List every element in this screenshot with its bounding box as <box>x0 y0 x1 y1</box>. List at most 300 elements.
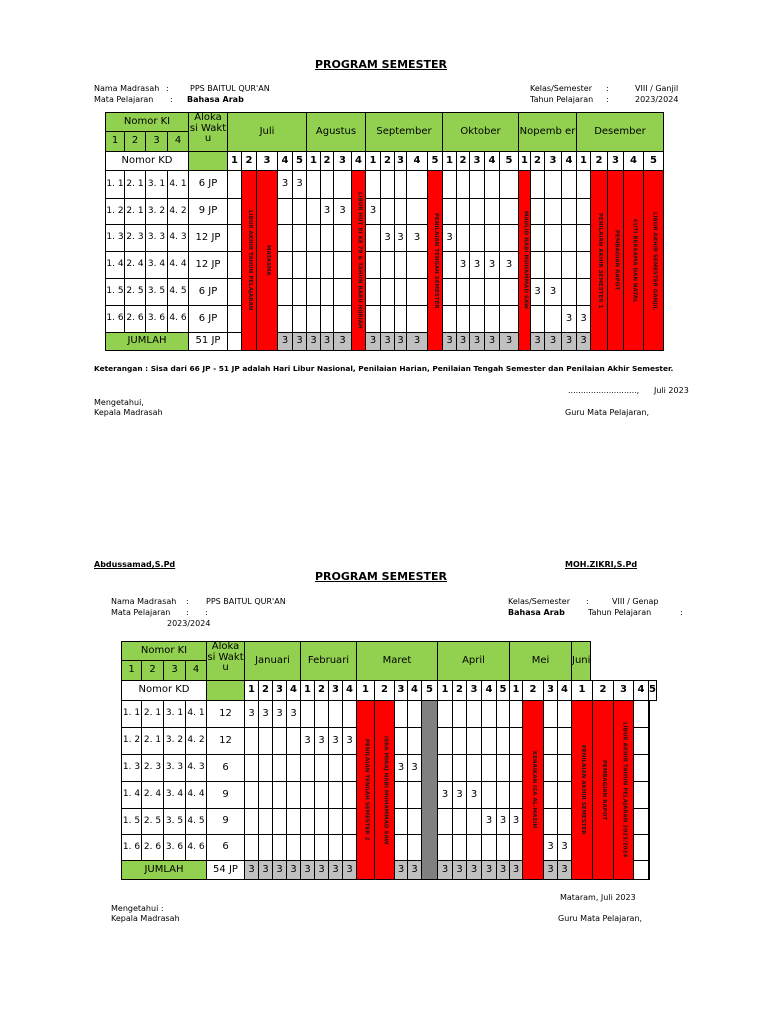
month-2: Maret <box>356 641 438 681</box>
jumlah-mark: 3 <box>509 860 523 880</box>
kd-cell: 1. 4 <box>121 781 142 809</box>
jumlah-mark: 3 <box>543 860 558 880</box>
empty-cell <box>509 834 523 861</box>
holiday-label: PENILAIAN TENGAH SEMESTER 2 <box>363 739 370 841</box>
empty-cell <box>561 278 577 306</box>
week-4-3: 3 <box>543 680 558 701</box>
empty-cell <box>633 727 649 755</box>
kd-cell: 4. 5 <box>167 278 189 306</box>
empty-cell <box>328 834 343 861</box>
jumlah-mark: 3 <box>442 332 457 351</box>
holiday-column <box>590 170 608 351</box>
kd-cell: 2. 4 <box>141 781 164 809</box>
empty-cell <box>484 170 500 199</box>
week-2-2: 2 <box>374 680 395 701</box>
keterangan-note: Keterangan : Sisa dari 66 JP - 51 JP adalah Hari Libur Nasional, Penilaian Harian, Penilaian Tengah Semester dan Penilaian Akhir Semester. <box>94 364 674 373</box>
empty-cell <box>333 251 352 279</box>
empty-cell <box>509 727 523 755</box>
empty-cell <box>380 251 395 279</box>
kelas-label: Kelas/Semester <box>530 84 592 93</box>
jumlah-mark: 3 <box>496 860 510 880</box>
jumlah-mark: 3 <box>300 860 315 880</box>
jp-mark: 3 <box>481 808 497 835</box>
blocked-column <box>421 700 438 880</box>
kd-cell: 3. 4 <box>163 781 186 809</box>
empty-cell <box>576 170 591 199</box>
week-5-3: 3 <box>607 151 624 171</box>
week-4-2: 2 <box>522 680 544 701</box>
empty-cell <box>342 754 357 782</box>
jp-mark: 3 <box>499 251 519 279</box>
empty-cell <box>561 198 577 225</box>
empty-cell <box>406 170 428 199</box>
empty-cell <box>407 781 422 809</box>
mapel-value: Bahasa Arab <box>187 95 244 104</box>
guru-label: Guru Mata Pelajaran, <box>565 408 650 417</box>
empty-cell <box>328 754 343 782</box>
week-0-3: 3 <box>272 680 287 701</box>
jp-mark: 3 <box>469 251 485 279</box>
week-0-2: 2 <box>258 680 273 701</box>
jumlah-mark: 3 <box>277 332 293 351</box>
empty-cell <box>333 305 352 333</box>
ki-number-1: 1 <box>105 131 125 152</box>
jp-mark: 3 <box>342 727 357 755</box>
jp-value: 9 JP <box>188 198 228 225</box>
week-4-4: 4 <box>557 680 572 701</box>
kd-cell: 1. 3 <box>105 224 125 252</box>
ki-number-3: 3 <box>145 131 168 152</box>
empty-cell <box>286 781 301 809</box>
empty-cell <box>469 170 485 199</box>
empty-cell <box>530 170 545 199</box>
empty-cell <box>509 754 523 782</box>
empty-cell <box>258 781 273 809</box>
holiday-column <box>356 700 375 880</box>
jumlah-mark: 3 <box>286 860 301 880</box>
empty-cell <box>380 170 395 199</box>
week-1-1: 1 <box>300 680 315 701</box>
week-3-4: 4 <box>481 680 497 701</box>
empty-cell <box>544 170 562 199</box>
empty-cell <box>648 834 650 861</box>
empty-cell <box>648 700 650 728</box>
empty-cell <box>407 808 422 835</box>
week-5-1: 1 <box>571 680 593 701</box>
jp-mark: 3 <box>244 700 259 728</box>
week-4-3: 3 <box>544 151 562 171</box>
week-1-2: 2 <box>320 151 334 171</box>
empty-cell <box>277 305 293 333</box>
empty-cell <box>394 808 408 835</box>
jp-value: 12 JP <box>188 224 228 252</box>
week-2-1: 1 <box>356 680 375 701</box>
jp-mark: 3 <box>328 727 343 755</box>
empty-cell <box>407 834 422 861</box>
empty-cell <box>530 251 545 279</box>
holiday-column <box>518 170 531 351</box>
holiday-label: KENAIKAN ISA AL-MASIH <box>530 751 537 829</box>
empty-cell <box>466 754 482 782</box>
alokasi-waktu-cont <box>188 151 228 171</box>
jumlah-mark: 3 <box>484 332 500 351</box>
empty-cell <box>561 170 577 199</box>
jp-value: 6 JP <box>188 278 228 306</box>
kd-cell: 2. 1 <box>141 700 164 728</box>
kd-cell: 3. 2 <box>163 727 186 755</box>
alokasi-waktu-header: Aloka si Wakt u <box>206 641 245 681</box>
empty-cell <box>328 781 343 809</box>
kd-cell: 4. 3 <box>167 224 189 252</box>
holiday-column <box>592 700 614 880</box>
jp-mark: 3 <box>496 808 510 835</box>
empty-cell <box>437 700 453 728</box>
kd-cell: 3. 1 <box>163 700 186 728</box>
guru-name: MOH.ZIKRI,S.Pd <box>565 560 638 569</box>
jp-mark: 3 <box>292 170 307 199</box>
kepala-label: Kepala Madrasah <box>94 408 163 417</box>
kelas-label-2: Kelas/Semester <box>508 597 570 606</box>
week-1-3: 3 <box>328 680 343 701</box>
empty-cell <box>481 754 497 782</box>
kd-cell: 1. 1 <box>105 170 125 199</box>
week-5-1: 1 <box>576 151 591 171</box>
month-2: September <box>365 112 443 152</box>
week-5-2: 2 <box>590 151 608 171</box>
empty-cell <box>342 700 357 728</box>
holiday-label: CUTI BERSAMA DAN NATAL <box>631 218 638 303</box>
empty-cell <box>648 754 650 782</box>
empty-cell <box>314 700 329 728</box>
jumlah-mark: 3 <box>469 332 485 351</box>
guru-label-2: Guru Mata Pelajaran, <box>558 914 643 923</box>
empty-cell <box>466 834 482 861</box>
jp-value: 9 <box>206 808 245 835</box>
kd-cell: 3. 6 <box>163 834 186 861</box>
jumlah-mark: 3 <box>320 332 334 351</box>
jp-value: 12 <box>206 700 245 728</box>
kd-cell: 1. 6 <box>105 305 125 333</box>
empty-cell <box>469 224 485 252</box>
empty-cell <box>499 170 519 199</box>
tahun-value-2: 2023/2024 <box>167 619 211 628</box>
empty-cell <box>306 251 321 279</box>
empty-cell <box>543 808 558 835</box>
empty-cell <box>530 224 545 252</box>
week-5-2: 2 <box>592 680 614 701</box>
kd-cell: 2. 5 <box>141 808 164 835</box>
date-placeholder: ..........................., <box>568 386 640 395</box>
kd-cell: 4. 4 <box>185 781 207 809</box>
holiday-label: MAULID NABI MUHAMMAD SAW <box>522 211 529 310</box>
holiday-column <box>522 700 544 880</box>
week-3-3: 3 <box>466 680 482 701</box>
empty-cell <box>543 727 558 755</box>
empty-cell <box>499 278 519 306</box>
empty-cell <box>633 700 649 728</box>
madrasah-value: PPS BAITUL QUR'AN <box>190 84 270 93</box>
empty-cell <box>244 727 259 755</box>
jumlah-value: 51 JP <box>188 332 228 351</box>
empty-cell <box>509 700 523 728</box>
empty-cell <box>469 198 485 225</box>
empty-cell <box>365 224 381 252</box>
jp-value: 6 <box>206 834 245 861</box>
jp-mark: 3 <box>314 727 329 755</box>
jumlah-mark: 3 <box>380 332 395 351</box>
empty-cell <box>481 781 497 809</box>
empty-cell <box>277 251 293 279</box>
empty-cell <box>365 305 381 333</box>
empty-cell <box>466 808 482 835</box>
jumlah-mark: 3 <box>328 860 343 880</box>
month-3: April <box>437 641 510 681</box>
jp-mark: 3 <box>320 198 334 225</box>
empty-cell <box>544 224 562 252</box>
kd-cell: 3. 4 <box>145 251 168 279</box>
empty-cell <box>272 834 287 861</box>
week-5-4: 4 <box>623 151 644 171</box>
madrasah-label-2: Nama Madrasah <box>111 597 177 606</box>
empty-cell <box>452 834 467 861</box>
month-1: Februari <box>300 641 357 681</box>
mengetahui-label: Mengetahui, <box>94 398 144 407</box>
kd-cell: 2. 1 <box>124 198 146 225</box>
jp-mark: 3 <box>442 224 457 252</box>
empty-cell <box>456 224 470 252</box>
kd-cell: 4. 1 <box>167 170 189 199</box>
week-0-4: 4 <box>286 680 301 701</box>
empty-cell <box>543 700 558 728</box>
empty-cell <box>380 305 395 333</box>
ki-number-1: 1 <box>121 660 142 681</box>
tahun-label-2: Tahun Pelajaran <box>588 608 652 617</box>
jumlah-mark: 3 <box>544 332 562 351</box>
jumlah-label: JUMLAH <box>121 860 207 880</box>
empty-cell <box>258 834 273 861</box>
jp-mark: 3 <box>561 305 577 333</box>
jp-mark: 3 <box>557 834 572 861</box>
jumlah-mark: 3 <box>406 332 428 351</box>
empty-cell <box>561 251 577 279</box>
week-4-2: 2 <box>530 151 545 171</box>
week-4-4: 4 <box>561 151 577 171</box>
empty-cell <box>544 305 562 333</box>
jp-mark: 3 <box>544 278 562 306</box>
jp-mark: 3 <box>380 224 395 252</box>
empty-cell <box>484 278 500 306</box>
empty-cell <box>456 305 470 333</box>
empty-cell <box>496 834 510 861</box>
jumlah-mark: 3 <box>365 332 381 351</box>
jumlah-mark: 3 <box>394 860 408 880</box>
week-3-2: 2 <box>452 680 467 701</box>
nomor-ki-header: Nomor KI <box>121 641 207 661</box>
empty-cell <box>484 305 500 333</box>
kd-cell: 3. 1 <box>145 170 168 199</box>
empty-cell <box>406 305 428 333</box>
empty-cell <box>496 781 510 809</box>
page-title: PROGRAM SEMESTER <box>315 58 447 71</box>
month-5: Juni <box>571 641 591 681</box>
jumlah-mark: 3 <box>481 860 497 880</box>
empty-cell <box>530 198 545 225</box>
empty-cell <box>576 278 591 306</box>
place-date: Mataram, Juli 2023 <box>560 893 636 902</box>
jumlah-mark: 3 <box>530 332 545 351</box>
empty-cell <box>314 808 329 835</box>
nomor-ki-header: Nomor KI <box>105 112 189 132</box>
empty-cell <box>544 251 562 279</box>
empty-cell <box>365 170 381 199</box>
week-3-5: 5 <box>499 151 519 171</box>
jp-mark: 3 <box>452 781 467 809</box>
empty-cell <box>437 754 453 782</box>
empty-cell <box>499 224 519 252</box>
week-3-3: 3 <box>469 151 485 171</box>
kd-cell: 2. 6 <box>124 305 146 333</box>
empty-cell <box>557 781 572 809</box>
kd-cell: 1. 1 <box>121 700 142 728</box>
empty-cell <box>442 170 457 199</box>
empty-cell <box>286 808 301 835</box>
empty-cell <box>314 754 329 782</box>
week-2-3: 3 <box>394 680 408 701</box>
empty-cell <box>314 834 329 861</box>
empty-cell <box>544 198 562 225</box>
week-2-5: 5 <box>421 680 438 701</box>
ki-number-2: 2 <box>124 131 146 152</box>
kd-cell: 3. 6 <box>145 305 168 333</box>
empty-cell <box>365 278 381 306</box>
empty-cell <box>286 727 301 755</box>
empty-cell <box>576 198 591 225</box>
kd-cell: 1. 5 <box>105 278 125 306</box>
empty-cell <box>509 781 523 809</box>
empty-cell <box>437 808 453 835</box>
empty-cell <box>557 727 572 755</box>
empty-cell <box>557 808 572 835</box>
empty-cell <box>365 251 381 279</box>
jp-mark: 3 <box>406 224 428 252</box>
week-1-1: 1 <box>306 151 321 171</box>
holiday-label: PENILAIAN AKHIR SEMESTER 1 <box>596 212 603 309</box>
jp-mark: 3 <box>484 251 500 279</box>
kelas-value: VIII / Ganjil <box>635 84 679 93</box>
empty-cell <box>306 278 321 306</box>
week-5-5: 5 <box>643 151 664 171</box>
empty-cell <box>394 781 408 809</box>
holiday-label: LIBUR HUT RI KE 78 & TAHUN BARU HIJRIAH <box>356 192 363 329</box>
empty-cell <box>633 860 649 880</box>
week-5-4: 4 <box>633 680 649 701</box>
empty-cell <box>227 251 242 279</box>
empty-cell <box>286 754 301 782</box>
jumlah-label: JUMLAH <box>105 332 189 351</box>
kd-cell: 4. 1 <box>185 700 207 728</box>
empty-cell <box>406 198 428 225</box>
week-3-1: 1 <box>442 151 457 171</box>
kd-cell: 2. 3 <box>141 754 164 782</box>
holiday-column <box>607 170 624 351</box>
empty-cell <box>292 224 307 252</box>
week-0-5: 5 <box>292 151 307 171</box>
empty-cell <box>561 224 577 252</box>
empty-cell <box>227 332 242 351</box>
empty-cell <box>576 224 591 252</box>
empty-cell <box>481 700 497 728</box>
week-2-4: 4 <box>406 151 428 171</box>
holiday-column <box>351 170 366 351</box>
holiday-label: PENILAIAN AKHIR SEMESTER <box>579 745 586 835</box>
kd-cell: 1. 5 <box>121 808 142 835</box>
jp-value: 12 <box>206 727 245 755</box>
empty-cell <box>394 727 408 755</box>
date-text: Juli 2023 <box>654 386 689 395</box>
jumlah-mark: 3 <box>314 860 329 880</box>
week-1-4: 4 <box>342 680 357 701</box>
empty-cell <box>648 781 650 809</box>
empty-cell <box>456 278 470 306</box>
holiday-label: LIBUR AKHIR TAHUN PELAJARAN <box>246 210 253 311</box>
jumlah-mark: 3 <box>258 860 273 880</box>
empty-cell <box>292 251 307 279</box>
week-0-2: 2 <box>241 151 257 171</box>
kd-cell: 4. 3 <box>185 754 207 782</box>
week-5-3: 3 <box>613 680 634 701</box>
empty-cell <box>406 278 428 306</box>
empty-cell <box>648 860 650 880</box>
holiday-label: ISRA MIRAJ NABI MUHAMMAD SAW <box>382 735 389 845</box>
page-title-2: PROGRAM SEMESTER <box>315 570 447 583</box>
jp-value: 6 JP <box>188 305 228 333</box>
empty-cell <box>328 808 343 835</box>
holiday-label: PEMBAGIAN RAPOT <box>613 230 620 291</box>
empty-cell <box>342 808 357 835</box>
empty-cell <box>272 727 287 755</box>
nomor-kd-header: Nomor KD <box>121 680 207 701</box>
holiday-column <box>571 700 593 880</box>
empty-cell <box>342 834 357 861</box>
jp-mark: 3 <box>394 224 407 252</box>
empty-cell <box>442 305 457 333</box>
empty-cell <box>633 754 649 782</box>
jp-value: 9 <box>206 781 245 809</box>
kd-cell: 3. 5 <box>145 278 168 306</box>
empty-cell <box>320 278 334 306</box>
tahun-value: 2023/2024 <box>635 95 679 104</box>
jp-mark: 3 <box>543 834 558 861</box>
kd-cell: 3. 5 <box>163 808 186 835</box>
empty-cell <box>452 754 467 782</box>
kd-cell: 4. 6 <box>167 305 189 333</box>
mapel-label: Mata Pelajaran <box>94 95 154 104</box>
empty-cell <box>320 251 334 279</box>
empty-cell <box>300 834 315 861</box>
month-4: Mei <box>509 641 572 681</box>
jp-mark: 3 <box>509 808 523 835</box>
empty-cell <box>272 781 287 809</box>
empty-cell <box>407 727 422 755</box>
week-2-5: 5 <box>427 151 443 171</box>
week-4-1: 1 <box>509 680 523 701</box>
month-0: Januari <box>244 641 301 681</box>
empty-cell <box>557 754 572 782</box>
empty-cell <box>292 305 307 333</box>
jumlah-mark: 3 <box>499 332 519 351</box>
empty-cell <box>306 224 321 252</box>
empty-cell <box>394 700 408 728</box>
